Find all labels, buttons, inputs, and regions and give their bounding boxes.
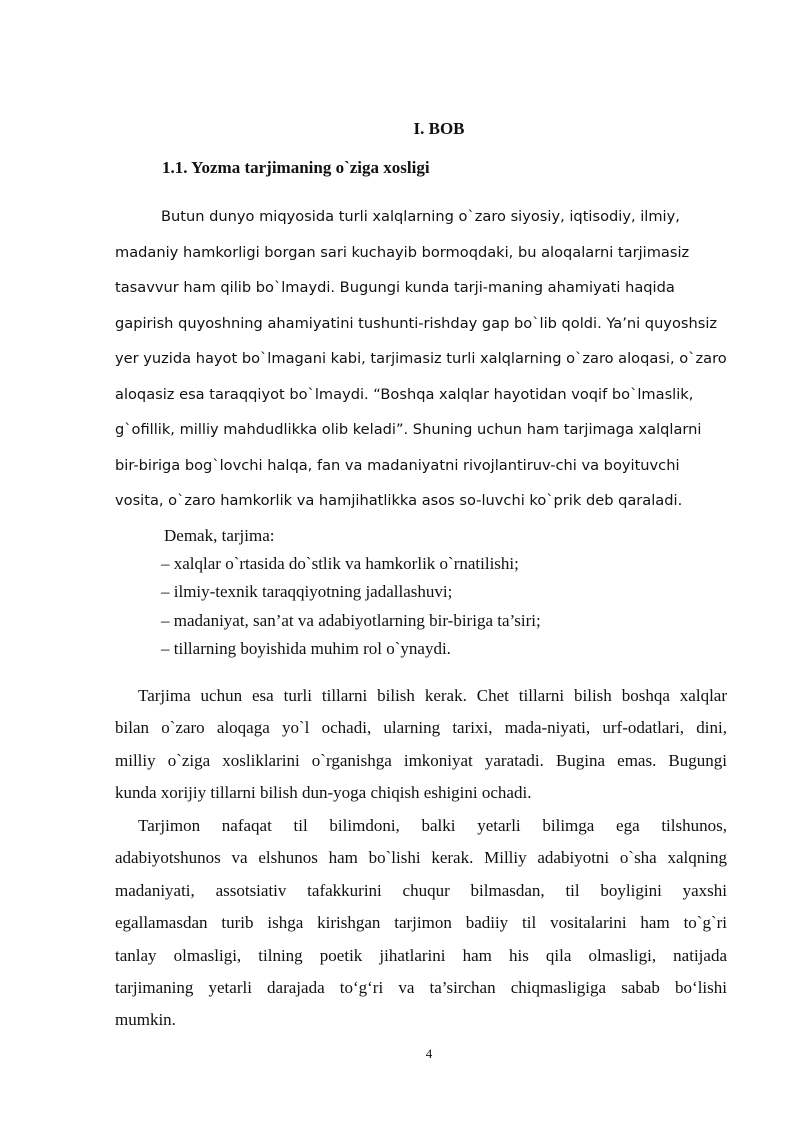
section-title: 1.1. Yozma tarjimaning o`ziga xosligi <box>162 158 430 177</box>
paragraph-line: tanlay olmasligi, tilning poetik jihatlarini ham his qila olmasligi, natijada <box>115 945 727 965</box>
paragraph-line: egallamasdan turib ishga kirishgan tarjimon badiiy til vositalarini ham to`g`ri <box>115 913 727 933</box>
list-item: – tillarning boyishida muhim rol o`ynaydi. <box>161 638 451 658</box>
paragraph-line: g`ofillik, milliy mahdudlikka olib keladi”. Shuning uchun ham tarjimaga xalqlarni <box>115 421 702 438</box>
list-item: – ilmiy-texnik taraqqiyotning jadallashuvi; <box>161 582 453 602</box>
list-item: – xalqlar o`rtasida do`stlik va hamkorlik o`rnatilishi; <box>161 554 519 574</box>
paragraph-line: kunda xorijiy tillarni bilish dun-yoga chiqish eshigini ochadi. <box>115 783 532 803</box>
paragraph-intro <box>115 199 747 519</box>
paragraph-line: bilan o`zaro aloqaga yo`l ochadi, ularning tarixi, mada-niyati, urf-odatlari, dini, <box>115 718 727 738</box>
paragraph-line: madaniyati, assotsiativ tafakkurini chuqur bilmasdan, til boyligini yaxshi <box>115 880 727 900</box>
paragraph-line: madaniy hamkorligi borgan sari kuchayib bormoqdaki, bu aloqalarni tarjimasiz <box>115 243 690 261</box>
list-item: – madaniyat, san’at va adabiyotlarning bir-biriga ta’siri; <box>161 610 541 630</box>
paragraph-line: mumkin. <box>115 1010 176 1030</box>
paragraph-line: vosita, o`zaro hamkorlik va hamjihatlikka asos so-luvchi ko`prik deb qaraladi. <box>115 492 683 509</box>
paragraph-line: adabiyotshunos va elshunos ham bo`lishi kerak. Milliy adabiyotni o`sha xalqning <box>115 848 727 868</box>
paragraph-line: Tarjima uchun esa turli tillarni bilish kerak. Chet tillarni bilish boshqa xalqlar <box>138 686 727 705</box>
paragraph-line: tarjimaning yetarli darajada to‘g‘ri va ta’sirchan chiqmasligiga sabab bo‘lishi <box>115 978 727 998</box>
paragraph-line: gapirish quyoshning ahamiyatini tushunti-rishday gap bo`lib qoldi. Ya’ni quyoshsiz <box>115 314 718 332</box>
chapter-title: I. BOB <box>413 119 465 138</box>
paragraph-translator <box>115 810 727 1037</box>
paragraph-line: Tarjimon nafaqat til bilimdoni, balki yetarli bilimga ega tilshunos, <box>138 816 727 835</box>
paragraph-line: bir-biriga bog`lovchi halqa, fan va madaniyatni rivojlantiruv-chi va boyituvchi <box>115 456 680 474</box>
paragraph-line: yer yuzida hayot bo`lmagani kabi, tarjimasiz turli xalqlarning o`zaro aloqasi, o`zaro <box>115 350 727 367</box>
paragraph-line: aloqasiz esa taraqqiyot bo`lmaydi. “Boshqa xalqlar hayotidan voqif bo`lmaslik, <box>115 385 694 403</box>
translation-roles-list <box>161 522 541 663</box>
paragraph-line: tasavvur ham qilib bo`lmaydi. Bugungi kunda tarji-maning ahamiyati haqida <box>115 279 675 296</box>
list-intro: Demak, tarjima: <box>164 526 275 545</box>
paragraph-line: milliy o`ziga xosliklarini o`rganishga imkoniyat yaratadi. Bugina emas. Bugungi <box>115 750 727 770</box>
paragraph-line: Butun dunyo miqyosida turli xalqlarning o`zaro siyosiy, iqtisodiy, ilmiy, <box>161 208 680 225</box>
page-number: 4 <box>425 1046 433 1061</box>
paragraph-languages <box>115 680 727 810</box>
